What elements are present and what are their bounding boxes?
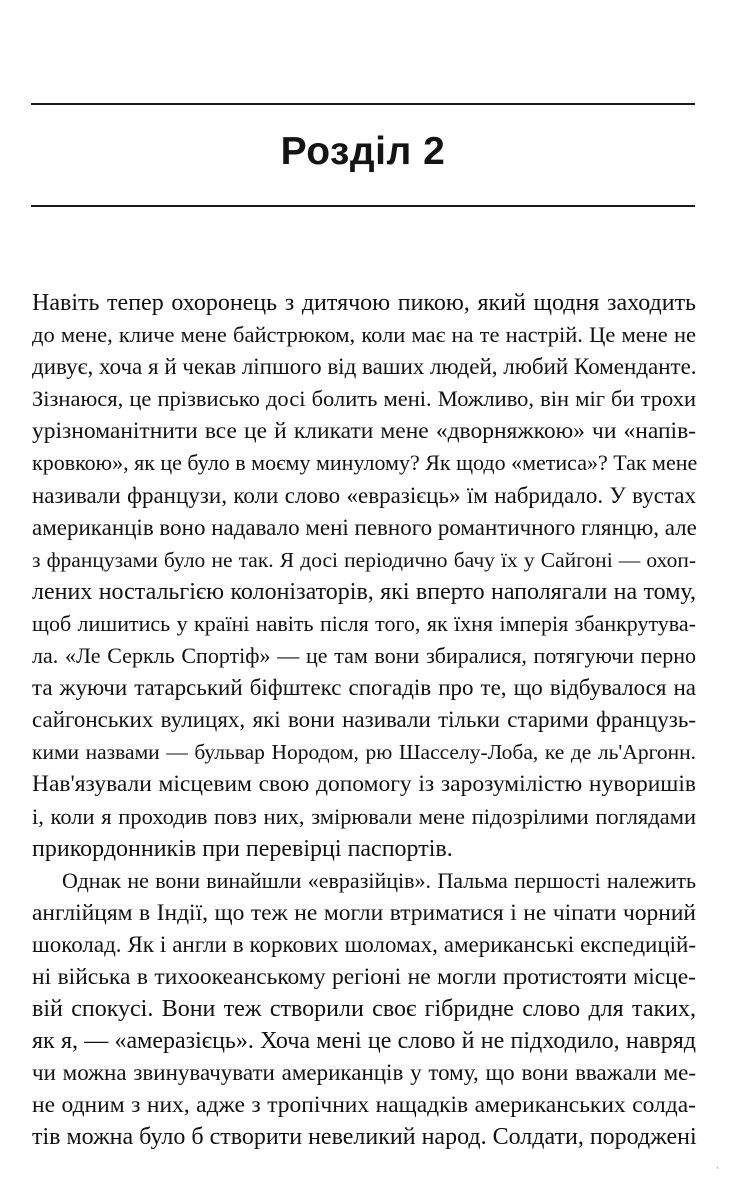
text-line: щоб лишитись у країні навіть після того, як їхня імперія збанкрутува- — [32, 610, 696, 636]
text-line: американців воно надавало мені певного романтичного глянцю, але — [32, 514, 697, 540]
text-line: прикордонників при перевірці паспортів. — [32, 835, 453, 862]
text-line: з французами було не так. Я досі періодично бачу їх у Сайгоні — охоп- — [32, 547, 696, 572]
scan-mark: ' — [716, 1166, 719, 1176]
text-line: Нав'язували місцевим свою допомогу із зарозумілістю нуворишів — [32, 771, 696, 798]
text-line: Навіть тепер охоронець з дитячою пикою, який щодня заходить — [32, 290, 696, 316]
paragraph-2 — [32, 865, 696, 1154]
body-text — [32, 287, 696, 1154]
text-line: лених ностальгією колонізаторів, які вперто наполягали на тому, — [32, 578, 696, 605]
text-line: до мене, кличе мене байстрюком, коли має на те настрій. Це мене не — [32, 322, 696, 348]
chapter-title: Розділ 2 — [280, 130, 446, 173]
text-line: чи можна звинувачувати американців у тому, що вони вважали ме- — [32, 1060, 696, 1086]
text-line: кровкою», як це було в моєму минулому? Як щодо «метиса»? Так мене — [32, 450, 698, 476]
text-line: не одним з них, адже з тропічних нащадків американських солда- — [32, 1092, 696, 1119]
text-line: шоколад. Як і англи в коркових шоломах, американські експедицій- — [32, 931, 696, 957]
text-line: ла. «Ле Серкль Спортіф» — це там вони збиралися, потягуючи перно — [32, 643, 696, 669]
text-line: урізноманітнити все це й кликати мене «дворняжкою» чи «напів- — [32, 418, 696, 445]
text-line: тів можна було б створити невеликий народ. Солдати, породжені — [32, 1124, 697, 1151]
text-line: англійцям в Індії, що теж не могли втриматися і не чіпати чорний — [32, 899, 696, 926]
text-line: як я, — «амеразієць». Хоча мені це слово й не підходило, навряд — [32, 1028, 696, 1055]
text-line: дивує, хоча я й чекав ліпшого від ваших людей, любий Коменданте. — [32, 354, 697, 380]
text-line: Зізнаюся, це прізвисько досі болить мені. Можливо, він міг би трохи — [32, 386, 696, 412]
top-rule — [31, 103, 695, 105]
paragraph-1 — [32, 287, 696, 865]
text-line: та жуючи татарський біфштекс спогадів про те, що відбувалося на — [32, 675, 696, 701]
text-line: кими назвами — бульвар Нородом, рю Шасселу-Лоба, ке де ль'Аргонн. — [32, 740, 696, 765]
text-line: ні війська в тихоокеанському регіоні не могли протистояти місце- — [32, 963, 696, 990]
text-line: вій спокусі. Вони теж створили своє гібридне слово для таких, — [32, 996, 696, 1023]
text-line: і, коли я проходив повз них, змірювали мене підозрілими поглядами — [32, 803, 696, 829]
bottom-rule — [31, 205, 695, 207]
text-line: сайгонських вулицях, які вони називали тільки старими французь- — [32, 707, 696, 733]
text-line: Однак не вони винайшли «евразійців». Пальма першості належить — [62, 867, 696, 893]
text-line: називали французи, коли слово «евразієць» їм набридало. У вустах — [32, 482, 696, 508]
